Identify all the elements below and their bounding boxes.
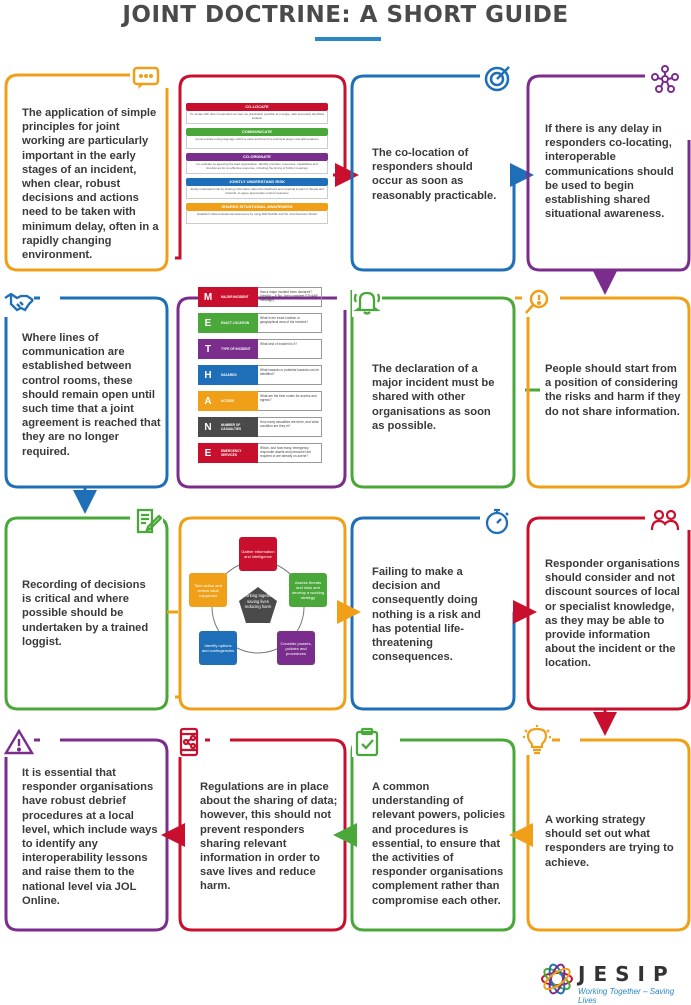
jdm-node: Identify options and contingencies <box>199 631 237 665</box>
methane-label: NUMBER OF CASUALTIES <box>218 417 258 437</box>
network-icon <box>650 64 680 94</box>
stopwatch-icon <box>482 506 512 536</box>
cell-loggist: Recording of decisions is critical and where possible should be undertaken by a trained loggist. <box>22 579 149 648</box>
phone-share-icon <box>175 727 205 757</box>
target-icon <box>482 64 512 94</box>
principle-desc: Jointly understand risk by sharing information about the likelihood and potential impact of threats and hazards, to agree appropriate control measures <box>186 186 328 199</box>
methane-letter: T <box>198 339 218 359</box>
jdm-node: Take action and review what happened <box>189 573 227 607</box>
jesip-tagline: Working Together – Saving Lives <box>578 987 675 1005</box>
principle-desc: Co-ordinate by agreeing the lead organisation. Identify priorities, resources, capabilities and timeframes for an effective response, including the timing of further meetings <box>186 161 328 174</box>
document-pen-icon <box>133 506 163 536</box>
principle-bar: CO-ORDINATE <box>186 153 328 161</box>
bell-icon <box>352 287 382 317</box>
methane-letter: N <box>198 417 218 437</box>
methane-letter: E <box>198 443 218 463</box>
methane-label: EMERGENCY SERVICES <box>218 443 258 463</box>
cell-working-strategy: A working strategy should set out what responders are trying to achieve. <box>545 814 674 869</box>
jdm-node: Assess threats and risks and develop a working strategy <box>289 573 327 607</box>
cell-risks-and-harm: People should start from a position of considering the risks and harm if they do not share information. <box>545 363 681 418</box>
clipboard-check-icon <box>352 727 382 757</box>
methane-question: What are the best routes for access and egress? <box>258 391 322 411</box>
methane-label: MAJOR INCIDENT <box>218 287 258 307</box>
methane-row <box>198 339 322 359</box>
joint-decision-model <box>185 535 331 675</box>
cell-sharing-data: Regulations are in place about the sharing of data; however, this should not prevent responders sharing relevant information in order to save lives and reduce harm. <box>200 781 338 893</box>
cell-co-location: The co-location of responders should occur as soon as reasonably practicable. <box>372 147 497 202</box>
magnifier-icon <box>522 287 552 317</box>
cell-failing-decision: Failing to make a decision and consequently doing nothing is a risk and has potential life-threatening consequences. <box>372 566 481 664</box>
jdm-node: Gather information and intelligence <box>239 537 277 571</box>
warning-icon <box>4 727 34 757</box>
methane-letter: A <box>198 391 218 411</box>
people-icon <box>650 506 680 536</box>
cell-declaration: The declaration of a major incident must be shared with other organisations as soon as possible. <box>372 363 495 432</box>
methane-letter: E <box>198 313 218 333</box>
principle-desc: Establish shared situational awareness by using M/ETHANE and the Joint Decision Model <box>186 211 328 224</box>
jdm-node: Consider powers, policies and procedures <box>277 631 315 665</box>
principle-bar: SHARED SITUATIONAL AWARENESS <box>186 203 328 211</box>
methane-label: HAZARDS <box>218 365 258 385</box>
methane-row <box>198 417 322 437</box>
methane-letter: H <box>198 365 218 385</box>
cell-local-knowledge: Responder organisations should consider and not discount sources of local or specialist knowledge, as they may be able to provide information about the incident or the location. <box>545 558 680 670</box>
principle-bar: COMMUNICATE <box>186 128 328 136</box>
handshake-icon <box>4 287 34 317</box>
methane-graphic <box>198 287 322 471</box>
methane-row <box>198 313 322 333</box>
speech-bubble-icon <box>131 63 161 93</box>
principles-graphic <box>186 103 328 233</box>
jesip-wordmark: JESIP <box>578 962 676 986</box>
methane-letter: M <box>198 287 218 307</box>
methane-question: What is the exact location or geographical area of the incident? <box>258 313 322 333</box>
lightbulb-icon <box>522 725 552 755</box>
methane-label: TYPE OF INCIDENT <box>218 339 258 359</box>
methane-label: ACCESS <box>218 391 258 411</box>
methane-question: What hazards or potential hazards can be identified? <box>258 365 322 385</box>
methane-question: Has a major incident been declared? (Yes/No – if 'No', then complete ETHANE message) <box>258 287 322 307</box>
cell-common-understanding: A common understanding of relevant powers, policies and procedures is essential, to ensure that the activities of responder organisations complement rather than compromise each other. <box>372 781 506 907</box>
methane-row <box>198 365 322 385</box>
methane-row <box>198 391 322 411</box>
methane-label: EXACT LOCATION <box>218 313 258 333</box>
cell-interoperable-comms: If there is any delay in responders co-locating, interoperable communications should be used to begin establishing shared situational awareness. <box>545 123 674 221</box>
cell-debrief: It is essential that responder organisations have robust debrief procedures at a local level, which include ways to identify any interoperability lessons and raise them to the national level via JOL Online. <box>22 767 158 907</box>
page-title: JOINT DOCTRINE: A SHORT GUIDE <box>122 2 569 28</box>
cell-lines-of-communication: Where lines of communication are established between control rooms, these should remain open until such time that a joint agreement is reached that they are no longer required. <box>22 332 161 458</box>
methane-row <box>198 443 322 463</box>
methane-question: What kind of incident is it? <box>258 339 322 359</box>
jesip-logo-icon <box>540 962 574 996</box>
jdm-center: Working together saving lives reducing harm <box>242 593 274 609</box>
cell-simple-principles: The application of simple principles for joint working are particularly important in the early stages of an incident, when clear, robust decisions and actions need to be taken with minimum delay, often in a rapidly changing environment. <box>22 107 159 262</box>
methane-question: How many casualties are there, and what condition are they in? <box>258 417 322 437</box>
principle-desc: Communicate using language which is clear and free from technical jargon and abbreviations <box>186 136 328 149</box>
methane-row <box>198 287 322 307</box>
methane-question: Which, and how many, emergency responder assets and personnel are required or are already on-scene? <box>258 443 322 463</box>
principle-bar: CO-LOCATE <box>186 103 328 111</box>
principle-desc: Co-locate with other responders as soon as practicably possible at a single, safe and easily identified location <box>186 111 328 124</box>
principle-bar: JOINTLY UNDERSTAND RISK <box>186 178 328 186</box>
